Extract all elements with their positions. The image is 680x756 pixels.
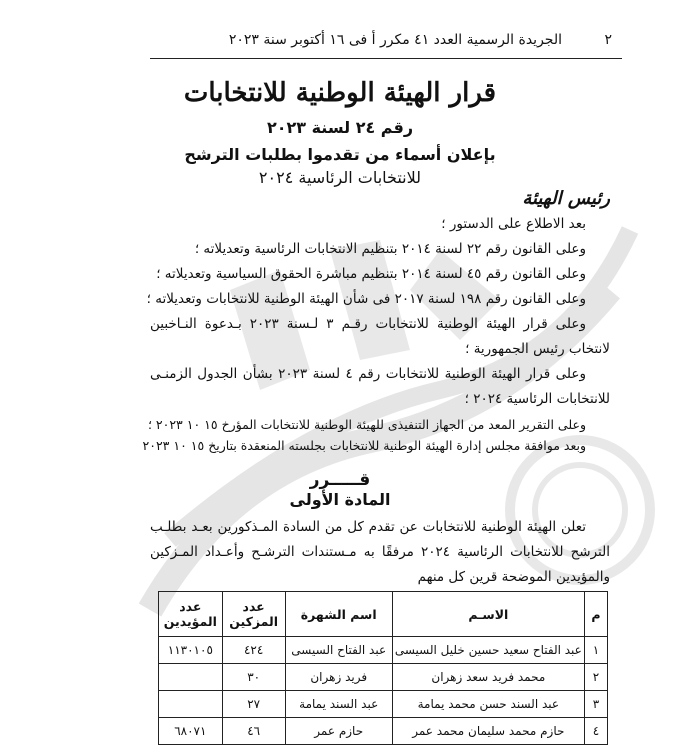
president-heading: رئيس الهيئة [522,188,610,209]
preamble-line: وبعد موافقة مجلس إدارة الهيئة الوطنية للانتخابات بجلسته المنعقدة بتاريخ ١٥ ١٠ ٢٠٢٣ [142,438,586,453]
table-row [159,664,608,691]
endorsers-count: ٣٠ [222,664,285,691]
supporters-count: ١١٣٠١٠٥ [159,637,223,664]
decision-subject: بإعلان أسماء من تقدموا بطلبات الترشح [184,145,496,164]
candidate-popular-name: حازم عمر [285,718,392,745]
header-number: م [584,592,607,637]
decree-word: قـــــرر [309,470,371,490]
page-number: ٢ [604,32,612,48]
candidate-popular-name: عبد السند يمامة [285,691,392,718]
candidate-name: عبد السند حسن محمد يمامة [392,691,584,718]
header-popular-name: اسم الشهرة [285,592,392,637]
preamble [142,212,610,455]
article-line: والمؤيدين الموضحة قرين كل منهم [417,569,610,585]
preamble-line: وعلى قرار الهيئة الوطنية للانتخابات رقـم ٣ لـسنة ٢٠٢٣ بـدعوة النـاخبين [150,316,586,332]
endorsers-count: ٢٧ [222,691,285,718]
row-number: ٢ [584,664,607,691]
journal-info: الجريدة الرسمية العدد ٤١ مكرر أ فى ١٦ أكتوبر سنة ٢٠٢٣ [228,32,562,48]
header-endorsers: عدد المزكين [222,592,285,637]
preamble-line: للانتخابات الرئاسية ٢٠٢٤ ؛ [464,391,610,407]
table-row [159,691,608,718]
candidate-popular-name: فريد زهران [285,664,392,691]
preamble-line: وعلى القانون رقم ٢٢ لسنة ٢٠١٤ بتنظيم الانتخابات الرئاسية وتعديلاته ؛ [194,241,586,257]
candidate-popular-name: عبد الفتاح السيسى [285,637,392,664]
preamble-line: وعلى القانون رقم ١٩٨ لسنة ٢٠١٧ فى شأن الهيئة الوطنية للانتخابات وتعديلاته ؛ [146,291,586,307]
supporters-count: ٦٨٠٧١ [159,718,223,745]
supporters-count [159,691,223,718]
running-header [0,32,680,54]
header-name: الاسـم [392,592,584,637]
article-body [150,515,610,590]
preamble-line: لانتخاب رئيس الجمهورية ؛ [465,341,610,357]
decision-number: رقم ٢٤ لسنة ٢٠٢٣ [266,118,414,137]
article-title: المادة الأولى [289,490,391,509]
row-number: ١ [584,637,607,664]
endorsers-count: ٤٦ [222,718,285,745]
table-row [159,718,608,745]
table-header-row [159,592,608,637]
candidate-name: عبد الفتاح سعيد حسين خليل السيسى [392,637,584,664]
candidate-name: محمد فريد سعد زهران [392,664,584,691]
preamble-line: وعلى التقرير المعد من الجهاز التنفيذى للهيئة الوطنية للانتخابات المؤرخ ١٥ ١٠ ٢٠٢٣ ؛ [147,417,586,432]
supporters-count [159,664,223,691]
candidate-name: حازم محمد سليمان محمد عمر [392,718,584,745]
endorsers-count: ٤٢٤ [222,637,285,664]
table-row [159,637,608,664]
candidates-table [158,591,608,745]
preamble-line: بعد الاطلاع على الدستور ؛ [441,216,586,232]
preamble-line: وعلى قرار الهيئة الوطنية للانتخابات رقم ٤ لسنة ٢٠٢٣ بشأن الجدول الزمنـى [150,366,586,382]
header-rule [150,58,622,59]
article-line: الترشح للانتخابات الرئاسية ٢٠٢٤ مرفقًا به مـستندات الترشـح وأعـداد المـزكين [150,544,610,560]
article-line: تعلن الهيئة الوطنية للانتخابات عن تقدم كل من السادة المـذكورين بعـد بطلـب [150,519,586,535]
header-supporters: عدد المؤيدين [159,592,223,637]
preamble-line: وعلى القانون رقم ٤٥ لسنة ٢٠١٤ بتنظيم مباشرة الحقوق السياسية وتعديلاته ؛ [156,266,586,282]
decision-title: قرار الهيئة الوطنية للانتخابات [183,78,497,108]
decision-subject-cont: للانتخابات الرئاسية ٢٠٢٤ [258,168,422,187]
row-number: ٤ [584,718,607,745]
row-number: ٣ [584,691,607,718]
